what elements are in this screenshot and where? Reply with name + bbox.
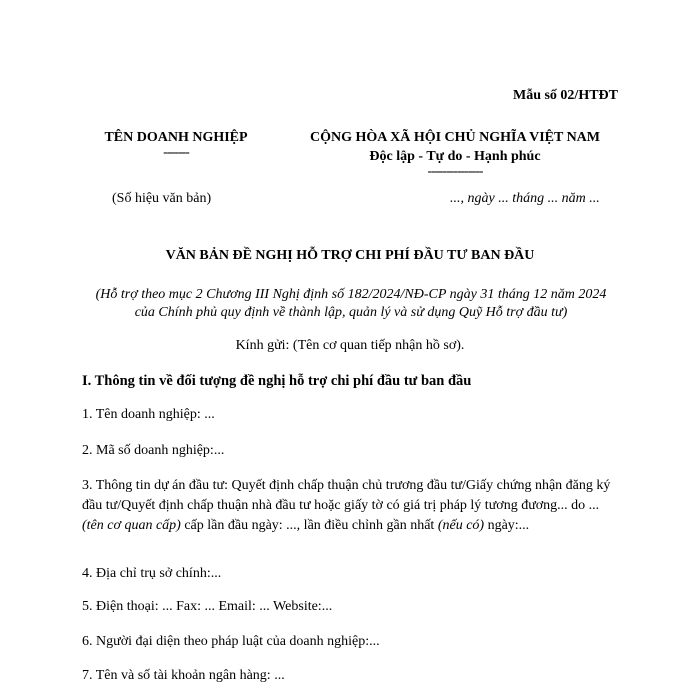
item-contact: 5. Điện thoại: ... Fax: ... Email: ... Website:... [82,599,333,614]
company-underline: ------- [163,145,189,160]
document-number: (Số hiệu văn bản) [112,191,212,206]
company-label: TÊN DOANH NGHIỆP [104,130,248,145]
item-legal-representative: 6. Người đại diện theo pháp luật của doanh nghiệp:... [82,634,380,649]
motto: Độc lập - Tự do - Hạnh phúc [369,149,541,164]
nation-label: CỘNG HÒA XÃ HỘI CHỦ NGHĨA VIỆT NAM [309,130,600,145]
motto-underline: --------------- [427,164,483,179]
item-address: 4. Địa chỉ trụ sở chính:... [82,566,222,581]
item-company-code: 2. Mã số doanh nghiệp:... [82,443,225,458]
item-bank-account: 7. Tên và số tài khoản ngân hàng: ... [82,668,285,683]
item-project-text-a: 3. Thông tin dự án đầu tư: Quyết định chấp thuận chủ trương đầu tư/Giấy chứng nhận đăng ký đầu tư/Quyết định chấp thuận nhà đầu tư hoặc giấy tờ có giá trị pháp lý tương đương... do ... [82,478,611,513]
item-project-issuer: (tên cơ quan cấp) [82,518,181,533]
salutation: Kính gửi: (Tên cơ quan tiếp nhận hồ sơ). [235,338,465,353]
form-code: Mẫu số 02/HTĐT [512,88,618,103]
date-line: ..., ngày ... tháng ... năm ... [450,191,600,206]
nation-header [285,128,625,178]
item-project-info [82,476,612,536]
company-header [96,128,256,159]
document-title: VĂN BẢN ĐỀ NGHỊ HỖ TRỢ CHI PHÍ ĐẦU TƯ BAN ĐẦU [165,248,535,263]
item-project-text-c: cấp lần đầu ngày: ..., lần điều chỉnh gần nhất [180,518,438,533]
item-project-text-e: ngày:... [484,518,530,533]
document-subtitle: (Hỗ trợ theo mục 2 Chương III Nghị định số 182/2024/NĐ-CP ngày 31 tháng 12 năm 2024 của Chính phủ quy định về thành lập, quản lý và sử dụng Quỹ Hỗ trợ đầu tư) [95,287,607,320]
section-heading: I. Thông tin về đối tượng đề nghị hỗ trợ chi phí đầu tư ban đầu [82,373,472,389]
item-project-optional: (nếu có) [437,518,485,533]
item-company-name: 1. Tên doanh nghiệp: ... [82,407,215,422]
